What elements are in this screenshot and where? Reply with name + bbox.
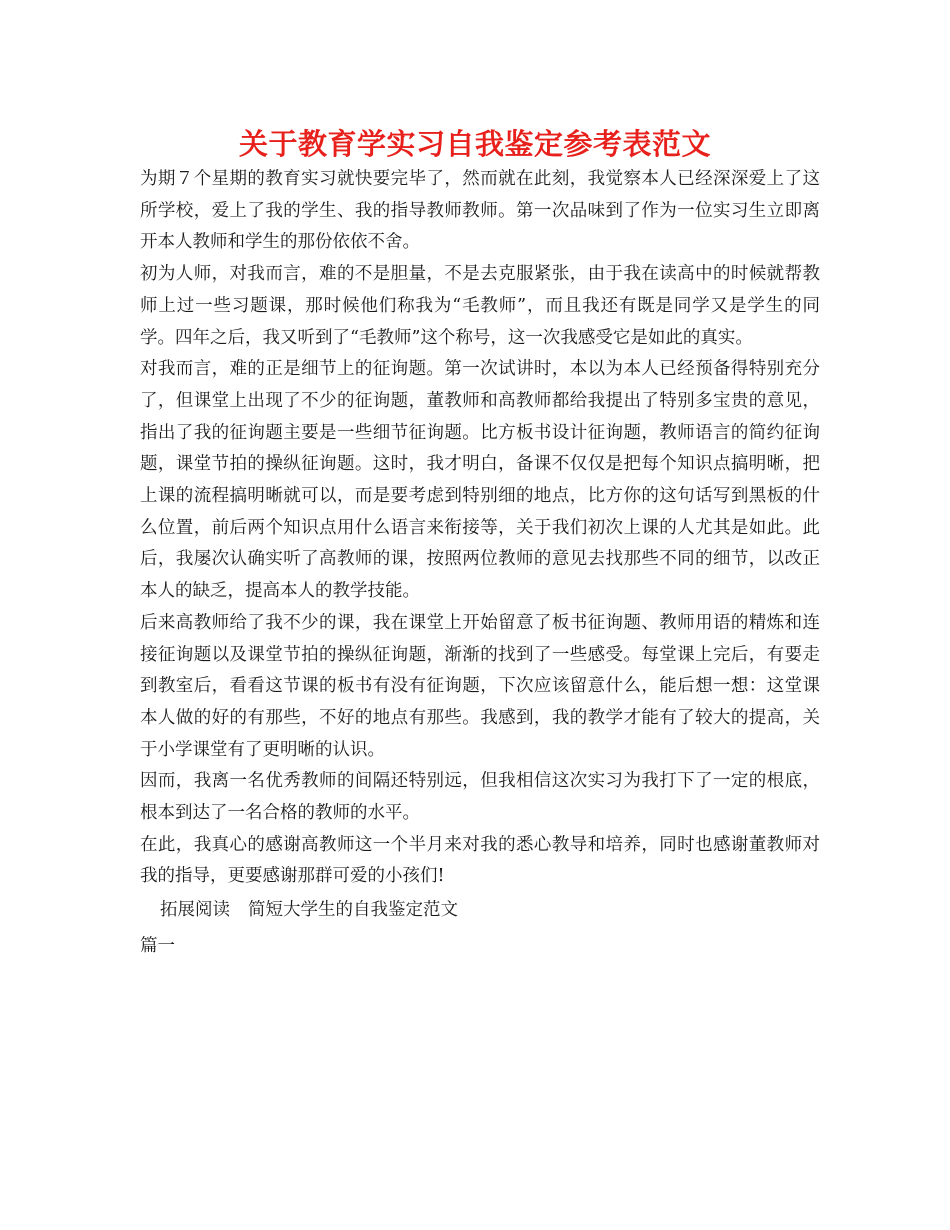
paragraph-2: 初为人师，对我而言，难的不是胆量，不是去克服紧张，由于我在读高中的时候就帮教师上过一些习题课，那时候他们称我为“毛教师”，而且我还有既是同学又是学生的同学。四年之后，我又听到了“毛教师”这个称号，这一次我感受它是如此的真实。 (140, 264, 820, 348)
paragraph-4: 后来高教师给了我不少的课，我在课堂上开始留意了板书征询题、教师用语的精炼和连接征询题以及课堂节拍的操纵征询题，渐渐的找到了一些感受。每堂课上完后，有要走到教室后，看看这节课的板书有没有征询题，下次应该留意什么，能后想一想：这堂课本人做的好的有那些，不好的地点有那些。我感到，我的教学才能有了较大的提高，关于小学课堂有了更明晰的认识。 (140, 612, 820, 760)
paragraph-1: 为期７个星期的教育实习就快要完毕了，然而就在此刻，我觉察本人已经深深爱上了这所学校，爱上了我的学生、我的指导教师教师。第一次品味到了作为一位实习生立即离开本人教师和学生的那份依依不舍。 (140, 169, 820, 253)
section-heading: 篇一 (140, 935, 175, 956)
extended-reading-title: 简短大学生的自我鉴定范文 (248, 900, 458, 921)
paragraph-5: 因而，我离一名优秀教师的间隔还特别远，但我相信这次实习为我打下了一定的根底，根本到达了一名合格的教师的水平。 (140, 771, 820, 824)
paragraph-6: 在此，我真心的感谢高教师这一个半月来对我的悉心教导和培养，同时也感谢董教师对我的指导，更要感谢那群可爱的小孩们! (140, 834, 820, 887)
paragraph-3: 对我而言，难的正是细节上的征询题。第一次试讲时，本以为本人已经预备得特别充分了，但课堂上出现了不少的征询题，董教师和高教师都给我提出了特别多宝贵的意见，指出了我的征询题主要是一些细节征询题。比方板书设计征询题，教师语言的简约征询题，课堂节拍的操纵征询题。这时，我才明白，备课不仅仅是把每个知识点搞明晰，把上课的流程搞明晰就可以，而是要考虑到特别细的地点，比方你的这句话写到黑板的什么位置，前后两个知识点用什么语言来衔接等，关于我们初次上课的人尤其是如此。此后，我屡次认确实听了高教师的课，按照两位教师的意见去找那些不同的细节，以改正本人的缺乏，提高本人的教学技能。 (140, 359, 820, 602)
document-body (140, 164, 820, 963)
extended-reading-label: 拓展阅读 (160, 900, 230, 921)
extended-reading-line (140, 895, 820, 927)
document-title: 关于教育学实习自我鉴定参考表范文 (238, 127, 711, 161)
